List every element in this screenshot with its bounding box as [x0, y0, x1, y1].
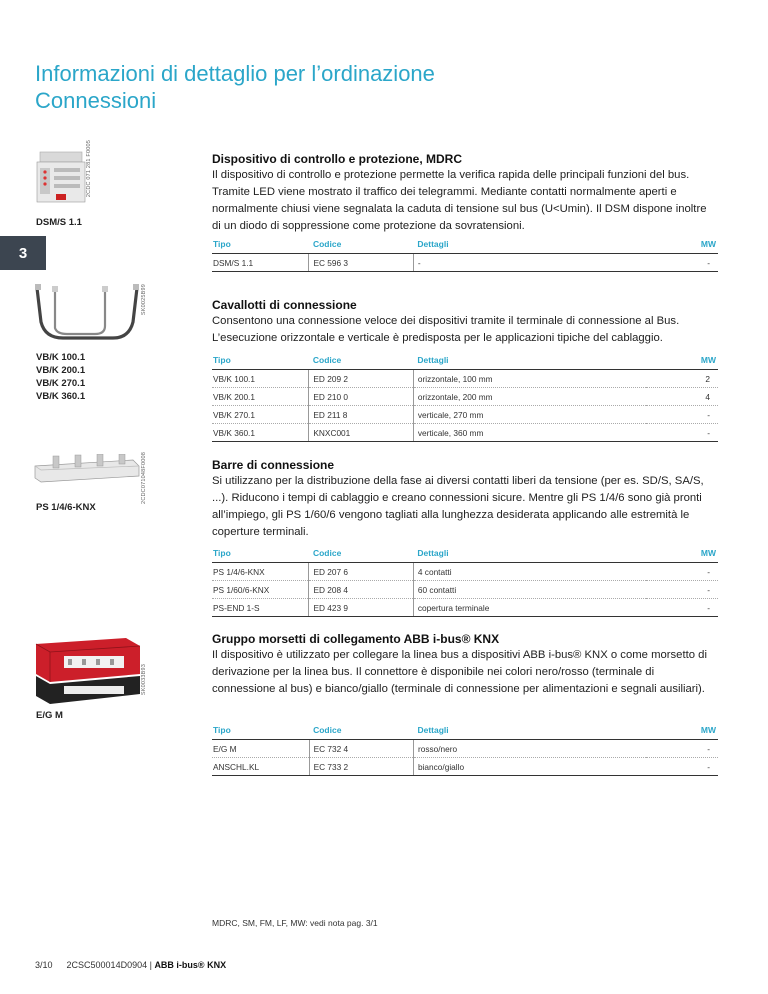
product-label: VB/K 100.1 [36, 352, 86, 363]
cell-tipo: PS-END 1-S [212, 599, 309, 617]
cell-dettagli: 60 contatti [413, 581, 646, 599]
col-tipo: Tipo [212, 543, 309, 563]
table-ps [212, 543, 718, 617]
cell-mw: - [646, 406, 718, 424]
section-heading: Cavallotti di connessione [212, 298, 357, 312]
cell-tipo: VB/K 100.1 [212, 370, 309, 388]
cell-mw: - [646, 563, 718, 581]
table-row [212, 758, 718, 776]
cell-tipo: DSM/S 1.1 [212, 254, 309, 272]
col-mw: MW [646, 543, 718, 563]
section-text: Il dispositivo di controllo e protezione permette la verifica rapida delle principali funzioni del bus. Tramite LED viene mostrato il traffico dei telegrammi. Mediante contatti normalmente aperti e normalmente chiusi viene segnalata la caduta di tensione sul bus (U<Umin). Il DSM dispone inoltre di un diodo di soppressione come protezione da sovratensioni. [212, 169, 707, 232]
col-codice: Codice [309, 350, 413, 370]
cell-tipo: VB/K 270.1 [212, 406, 309, 424]
product-label: VB/K 200.1 [36, 365, 86, 376]
cell-codice: ED 209 2 [309, 370, 413, 388]
col-tipo: Tipo [212, 720, 309, 740]
section-vbk [212, 297, 718, 347]
col-mw: MW [646, 350, 718, 370]
cell-dettagli: rosso/nero [413, 740, 646, 758]
cell-mw: - [646, 581, 718, 599]
table-dsm [212, 234, 718, 272]
col-codice: Codice [309, 543, 413, 563]
page-subtitle: Connessioni [35, 88, 157, 113]
section-heading: Barre di connessione [212, 458, 335, 472]
cell-dettagli: verticale, 270 mm [413, 406, 646, 424]
table-row [212, 424, 718, 442]
image-code: SK0025B99 [141, 284, 147, 316]
col-dettagli: Dettagli [413, 350, 646, 370]
cell-codice: ED 207 6 [309, 563, 413, 581]
image-code: 2CDC071048F0008 [141, 452, 147, 504]
page-footer [35, 960, 226, 970]
table-row [212, 254, 718, 272]
cell-codice: EC 732 4 [309, 740, 413, 758]
page-title: Informazioni di dettaglio per l’ordinazione [35, 61, 435, 86]
section-text: Consentono una connessione veloce dei dispositivi tramite il terminale di connessione al Bus. L’esecuzione orizzontale e verticale è predisposta per le applicazioni tipiche del cablaggio. [212, 315, 680, 344]
col-codice: Codice [309, 234, 413, 254]
cell-codice: ED 210 0 [309, 388, 413, 406]
cell-dettagli: orizzontale, 100 mm [413, 370, 646, 388]
cell-tipo: VB/K 360.1 [212, 424, 309, 442]
cell-dettagli: orizzontale, 200 mm [413, 388, 646, 406]
section-text: Si utilizzano per la distribuzione della fase ai diversi contatti liberi da tensione (per es. SD/S, SA/S, ...). Riducono i tempi di cablaggio e creano connessioni sicure. Mentre gli PS 1/4/6 sono già pronti all’impiego, gli PS 1/60/6 vengono tagliati alla lunghezza desiderata applicando alle estremità le coperture terminali. [212, 475, 704, 538]
section-egm [212, 631, 718, 698]
chapter-tab: 3 [0, 236, 46, 270]
busbar-image [33, 454, 141, 488]
cell-codice: KNXC001 [309, 424, 413, 442]
cell-dettagli: - [413, 254, 646, 272]
product-label: VB/K 270.1 [36, 378, 86, 389]
col-tipo: Tipo [212, 234, 309, 254]
section-ps [212, 457, 718, 541]
cell-codice: EC 596 3 [309, 254, 413, 272]
cell-mw: - [646, 254, 718, 272]
section-heading: Dispositivo di controllo e protezione, MDRC [212, 152, 463, 166]
cell-tipo: ANSCHL.KL [212, 758, 309, 776]
col-dettagli: Dettagli [413, 543, 646, 563]
section-dsm [212, 151, 718, 235]
table-row [212, 563, 718, 581]
section-heading: Gruppo morsetti di collegamento ABB i-bus® KNX [212, 632, 500, 646]
table-vbk [212, 350, 718, 442]
col-tipo: Tipo [212, 350, 309, 370]
cell-tipo: PS 1/4/6-KNX [212, 563, 309, 581]
col-dettagli: Dettagli [413, 234, 646, 254]
cell-tipo: PS 1/60/6-KNX [212, 581, 309, 599]
dsm-device-image [36, 150, 86, 204]
terminal-block-image [34, 636, 142, 706]
cell-mw: - [646, 740, 718, 758]
cell-codice: ED 208 4 [309, 581, 413, 599]
footnote: MDRC, SM, FM, LF, MW: vedi nota pag. 3/1 [212, 918, 378, 928]
table-row [212, 370, 718, 388]
cell-mw: 2 [646, 370, 718, 388]
table-row [212, 388, 718, 406]
cell-dettagli: bianco/giallo [413, 758, 646, 776]
brand-name: ABB i-bus® KNX [154, 960, 227, 970]
image-code: SK0033B93 [141, 664, 147, 696]
table-row [212, 599, 718, 617]
cell-mw: - [646, 599, 718, 617]
cell-codice: ED 211 8 [309, 406, 413, 424]
cell-dettagli: 4 contatti [413, 563, 646, 581]
product-label: VB/K 360.1 [36, 391, 86, 402]
cell-dettagli: verticale, 360 mm [413, 424, 646, 442]
cell-codice: EC 733 2 [309, 758, 413, 776]
table-row [212, 740, 718, 758]
cell-mw: - [646, 758, 718, 776]
table-row [212, 581, 718, 599]
col-mw: MW [646, 720, 718, 740]
col-dettagli: Dettagli [413, 720, 646, 740]
cell-tipo: E/G M [212, 740, 309, 758]
image-code: 2CDC 071 281 F0005 [86, 140, 92, 198]
page-number: 3/10 [35, 960, 53, 970]
product-label: PS 1/4/6-KNX [36, 502, 96, 513]
table-row [212, 406, 718, 424]
product-label: E/G M [36, 710, 63, 721]
product-label: DSM/S 1.1 [36, 217, 82, 228]
table-egm [212, 720, 718, 776]
cell-mw: 4 [646, 388, 718, 406]
col-codice: Codice [309, 720, 413, 740]
section-text: Il dispositivo è utilizzato per collegare la linea bus a dispositivi ABB i-bus® KNX o come morsetto di derivazione per la linea bus. Il connettore è disponibile nei colori nero/rosso (terminale di connessione al bus) e bianco/giallo (terminale di connessione per alimentazioni e segnali ausiliari). [212, 649, 707, 695]
doc-code: 2CSC500014D0904 | [66, 960, 155, 970]
col-mw: MW [646, 234, 718, 254]
cell-tipo: VB/K 200.1 [212, 388, 309, 406]
cell-mw: - [646, 424, 718, 442]
bridge-cable-image [33, 282, 141, 344]
cell-dettagli: copertura terminale [413, 599, 646, 617]
cell-codice: ED 423 9 [309, 599, 413, 617]
